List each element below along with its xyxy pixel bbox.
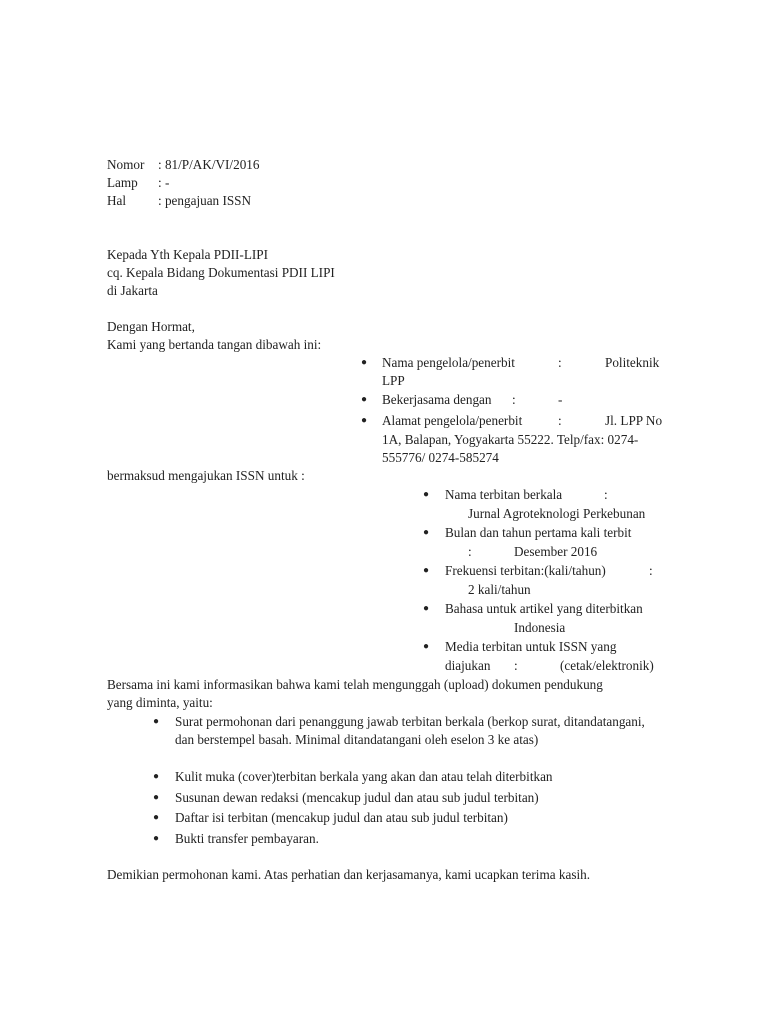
document-item-4: Daftar isi terbitan (mencakup judul dan atau sub judul terbitan): [175, 810, 508, 825]
partner-label: Bekerjasama dengan: [382, 392, 492, 407]
media-label-cont: diajukan: [445, 658, 491, 673]
bullet-icon: ●: [153, 812, 160, 823]
bullet-icon: ●: [361, 357, 368, 368]
journal-name-sep: :: [604, 487, 608, 502]
bullet-icon: ●: [153, 833, 160, 844]
nomor-label: Nomor: [107, 157, 145, 172]
bullet-icon: ●: [423, 527, 430, 538]
media-label: Media terbitan untuk ISSN yang: [445, 639, 617, 654]
first-issue-value: Desember 2016: [514, 544, 598, 559]
address-value: Jl. LPP No: [605, 413, 663, 428]
bullet-icon: ●: [423, 603, 430, 614]
bullet-icon: ●: [361, 415, 368, 426]
hal-value: : pengajuan ISSN: [158, 193, 252, 208]
document-item-1: Surat permohonan dari penanggung jawab terbitan berkala (berkop surat, ditandatangani, dan berstempel basah. Minimal ditandatangani oleh eselon 3 ke atas): [175, 714, 645, 747]
first-issue-sep: :: [468, 544, 472, 559]
lamp-label: Lamp: [107, 175, 138, 190]
lamp-value: : -: [158, 175, 170, 190]
journal-name-label: Nama terbitan berkala: [445, 487, 563, 502]
media-value: (cetak/elektronik): [560, 658, 654, 673]
address-label: Alamat pengelola/penerbit: [382, 413, 523, 428]
address-cont-2: 555776/ 0274-585274: [382, 450, 499, 465]
documents-intro-line-2: yang diminta, yaitu:: [107, 695, 213, 710]
frequency-value: 2 kali/tahun: [468, 582, 531, 597]
address-sep: :: [558, 413, 562, 428]
publisher-name-sep: :: [558, 355, 562, 370]
documents-intro-line-1: Bersama ini kami informasikan bahwa kami telah mengunggah (upload) dokumen pendukung: [107, 677, 603, 692]
frequency-label: Frekuensi terbitan:(kali/tahun): [445, 563, 606, 578]
recipient-line-3: di Jakarta: [107, 283, 158, 298]
bullet-icon: ●: [153, 716, 160, 727]
hal-label: Hal: [107, 193, 127, 208]
bullet-icon: ●: [423, 641, 430, 652]
salutation: Dengan Hormat,: [107, 319, 195, 334]
bullet-icon: ●: [153, 792, 160, 803]
purpose-text: bermaksud mengajukan ISSN untuk :: [107, 468, 305, 483]
bullet-icon: ●: [423, 565, 430, 576]
frequency-sep: :: [649, 563, 653, 578]
language-label: Bahasa untuk artikel yang diterbitkan: [445, 601, 643, 616]
publisher-name-value: Politeknik: [605, 355, 660, 370]
publisher-name-label: Nama pengelola/penerbit: [382, 355, 515, 370]
document-item-5: Bukti transfer pembayaran.: [175, 831, 319, 846]
recipient-line-1: Kepada Yth Kepala PDII-LIPI: [107, 247, 268, 262]
bullet-icon: ●: [361, 394, 368, 405]
partner-sep: :: [512, 392, 516, 407]
document-item-3: Susunan dewan redaksi (mencakup judul dan atau sub judul terbitan): [175, 790, 539, 805]
language-value: Indonesia: [514, 620, 566, 635]
bullet-icon: ●: [423, 489, 430, 500]
recipient-line-2: cq. Kepala Bidang Dokumentasi PDII LIPI: [107, 265, 335, 280]
publisher-name-cont: LPP: [382, 373, 405, 388]
address-cont-1: 1A, Balapan, Yogyakarta 55222. Telp/fax: 0274-: [382, 432, 639, 447]
first-issue-label: Bulan dan tahun pertama kali terbit: [445, 525, 632, 540]
closing-text: Demikian permohonan kami. Atas perhatian dan kerjasamanya, kami ucapkan terima kasih.: [107, 867, 591, 882]
intro-text: Kami yang bertanda tangan dibawah ini:: [107, 337, 322, 352]
nomor-value: : 81/P/AK/VI/2016: [158, 157, 260, 172]
media-sep: :: [514, 658, 518, 673]
document-item-2: Kulit muka (cover)terbitan berkala yang akan dan atau telah diterbitkan: [175, 769, 553, 784]
bullet-icon: ●: [153, 771, 160, 782]
journal-name-value: Jurnal Agroteknologi Perkebunan: [468, 506, 646, 521]
partner-value: -: [558, 392, 563, 407]
